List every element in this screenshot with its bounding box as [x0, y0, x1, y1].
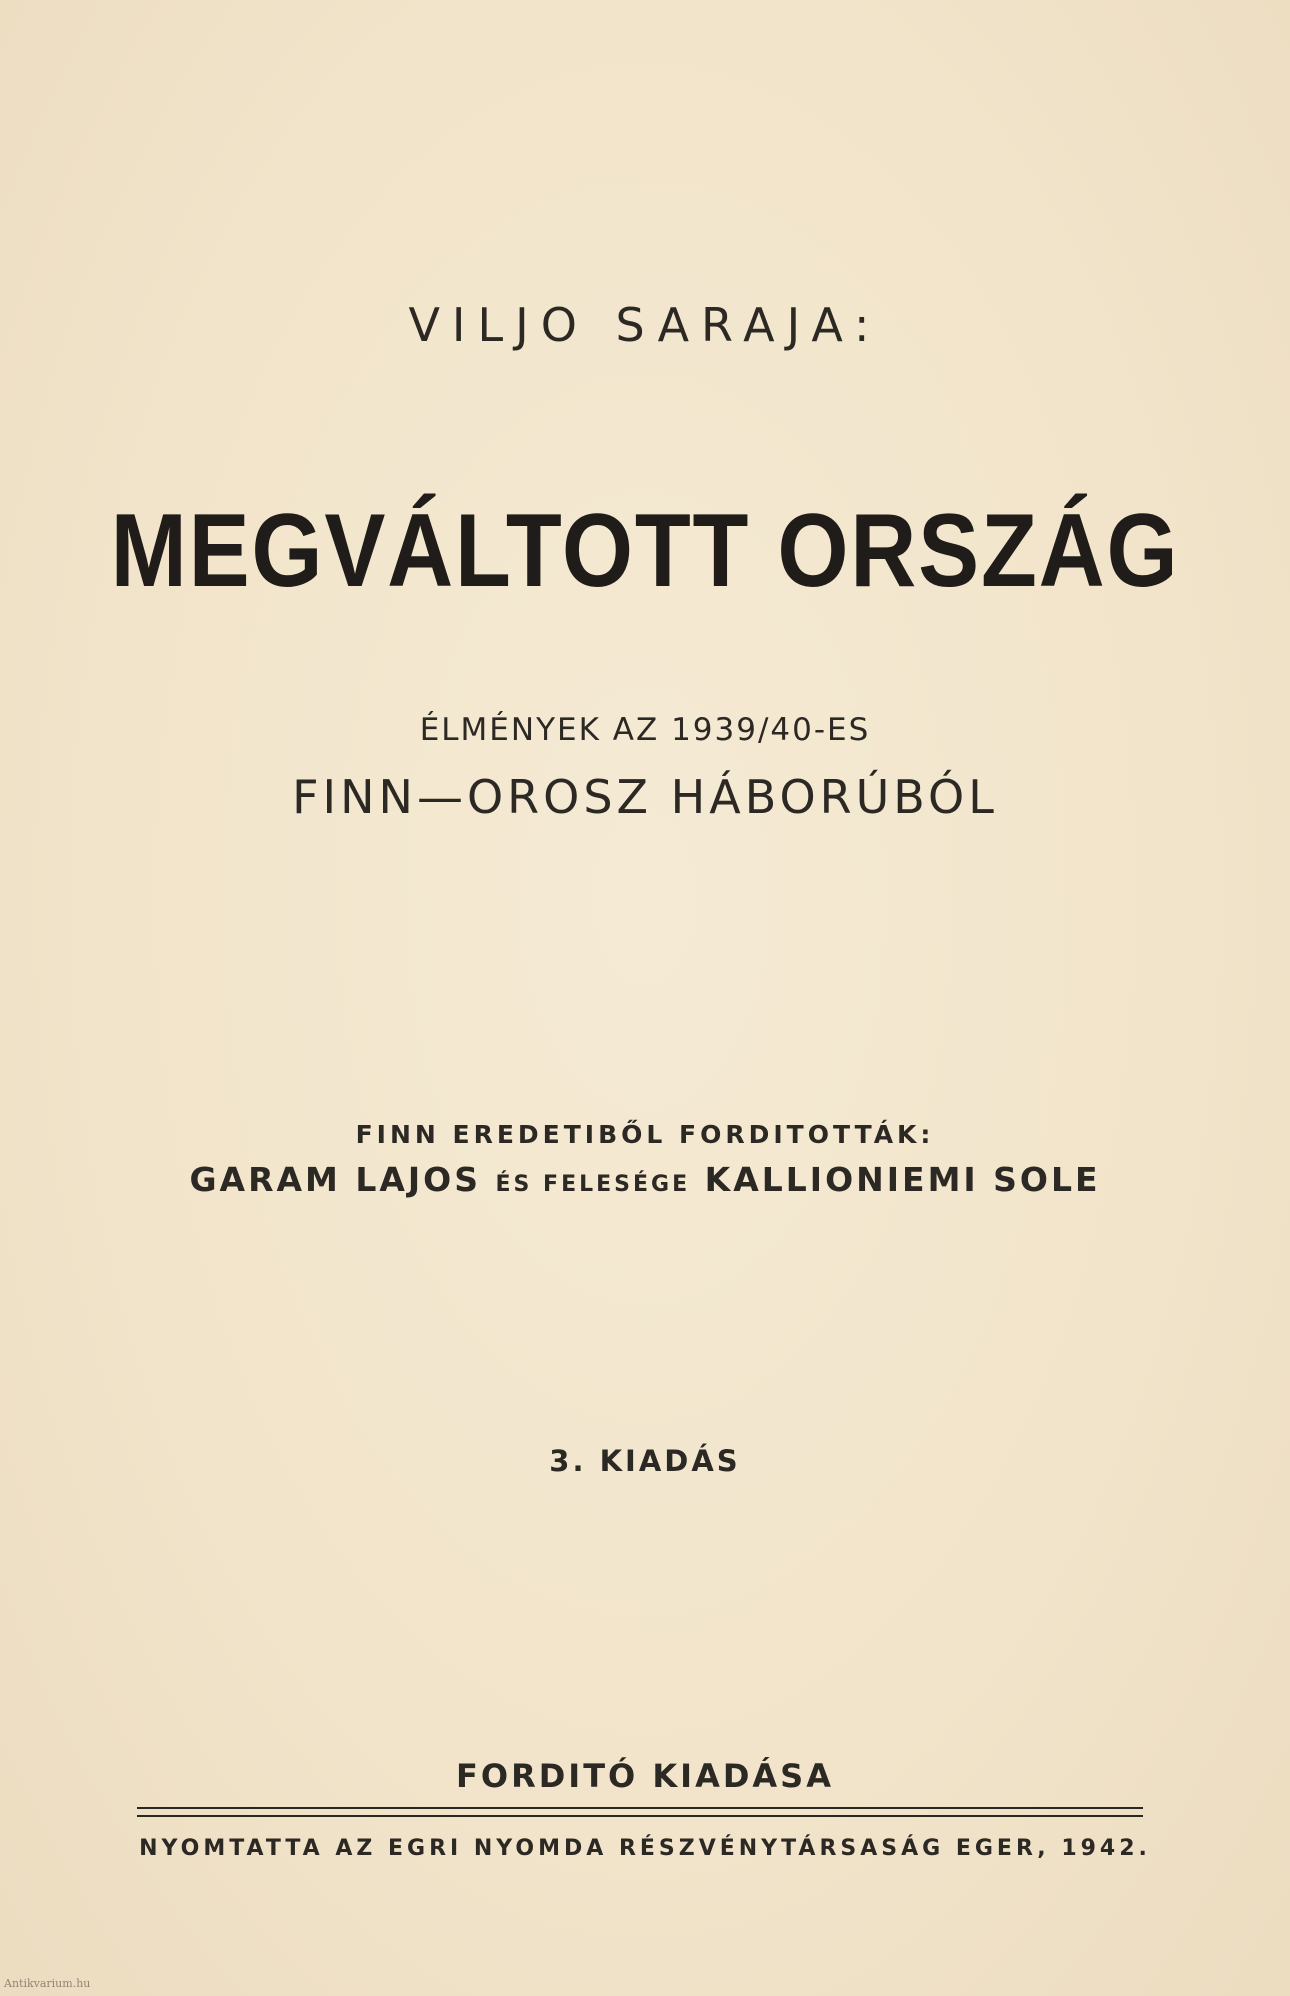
- publisher-label: FORDITÓ KIADÁSA: [456, 1757, 834, 1795]
- translated-by-label: FINN EREDETIBŐL FORDITOTTÁK:: [355, 1120, 935, 1149]
- printer-imprint: NYOMTATTA AZ EGRI NYOMDA RÉSZVÉNYTÁRSASÁG EGER, 1942.: [139, 1836, 1151, 1861]
- author-name: VILJO SARAJA:: [408, 298, 882, 352]
- subtitle-line-1: ÉLMÉNYEK AZ 1939/40-ES: [419, 712, 871, 748]
- translator-second: KALLIONIEMI SOLE: [704, 1160, 1101, 1199]
- edition-label: 3. KIADÁS: [549, 1444, 741, 1478]
- divider-rule-top: [137, 1807, 1143, 1809]
- watermark-text: Antikvarium.hu: [4, 1977, 91, 1990]
- translators-line: [0, 1160, 1290, 1199]
- translator-connector: ÉS FELESÉGE: [495, 1172, 691, 1197]
- translator-first: GARAM LAJOS: [189, 1160, 482, 1199]
- book-title: MEGVÁLTOTT ORSZÁG: [110, 493, 1180, 609]
- divider-rule-bottom: [137, 1815, 1143, 1817]
- subtitle-line-2: FINN—OROSZ HÁBORÚBÓL: [292, 770, 998, 824]
